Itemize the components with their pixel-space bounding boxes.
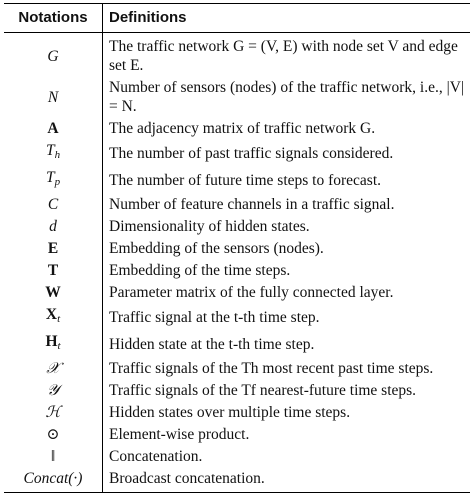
table-row xyxy=(4,380,470,402)
table-row xyxy=(4,402,470,424)
definitions-header: Definitions xyxy=(103,4,471,33)
table-row xyxy=(4,118,470,140)
table-row xyxy=(4,424,470,446)
table-row xyxy=(4,77,470,118)
definition-cell: The number of future time steps to forecast. xyxy=(109,171,382,189)
definition-cell: The traffic network G = (V, E) with node set V and edge set E. xyxy=(109,38,458,74)
definition-cell: Hidden states over multiple time steps. xyxy=(109,404,351,421)
notation-cell: 𝒴 xyxy=(4,380,103,402)
definition-cell: Traffic signals of the Tf nearest-future time steps. xyxy=(109,382,417,399)
definition-cell: Dimensionality of hidden states. xyxy=(109,218,310,235)
notation-cell xyxy=(4,167,103,194)
notation-symbol: X xyxy=(45,306,58,323)
notation-cell: ℋ xyxy=(4,402,103,424)
notation-cell: d xyxy=(4,216,103,238)
notation-cell xyxy=(4,331,103,358)
notation-cell: Concat(·) xyxy=(4,468,103,493)
notation-symbol: H xyxy=(45,333,58,350)
notation-cell: ⊙ xyxy=(4,424,103,446)
definition-cell: Embedding of the sensors (nodes). xyxy=(109,240,324,257)
table-row xyxy=(4,304,470,331)
notation-cell: E xyxy=(4,238,103,260)
definition-cell: Element-wise product. xyxy=(109,426,250,443)
table-row xyxy=(4,33,470,77)
notation-subscript: p xyxy=(54,176,61,188)
notation-cell xyxy=(4,140,103,167)
notation-symbol: T xyxy=(45,169,55,186)
definition-cell: Number of sensors (nodes) of the traffic network, i.e., |V| = N. xyxy=(109,79,465,115)
definition-cell: Parameter matrix of the fully connected layer. xyxy=(109,284,394,301)
notation-cell: T xyxy=(4,260,103,282)
table-row xyxy=(4,446,470,468)
notation-symbol: T xyxy=(45,142,55,159)
table-row xyxy=(4,194,470,216)
notation-table xyxy=(4,3,470,493)
table-row xyxy=(4,282,470,304)
table-row xyxy=(4,358,470,380)
notation-subscript: t xyxy=(57,313,61,325)
notation-cell: G xyxy=(4,33,103,77)
notation-cell: A xyxy=(4,118,103,140)
table-row xyxy=(4,140,470,167)
notation-table-container xyxy=(4,3,470,493)
table-row xyxy=(4,331,470,358)
notation-cell: 𝒳 xyxy=(4,358,103,380)
definition-cell: The number of past traffic signals considered. xyxy=(109,144,394,162)
table-row xyxy=(4,238,470,260)
definition-cell: Traffic signals of the Th most recent past time steps. xyxy=(109,360,434,377)
definition-cell: The adjacency matrix of traffic network G. xyxy=(109,120,376,137)
table-header-row xyxy=(4,4,470,33)
notation-subscript: h xyxy=(54,149,61,161)
definition-cell: Embedding of the time steps. xyxy=(109,262,291,279)
table-row xyxy=(4,260,470,282)
definition-cell: Concatenation. xyxy=(109,448,203,465)
notation-cell: N xyxy=(4,77,103,118)
definition-cell: Number of feature channels in a traffic signal. xyxy=(109,196,395,213)
table-row xyxy=(4,468,470,493)
notations-header: Notations xyxy=(4,4,103,33)
notation-cell: C xyxy=(4,194,103,216)
table-row xyxy=(4,167,470,194)
notation-cell: W xyxy=(4,282,103,304)
definition-cell: Broadcast concatenation. xyxy=(103,468,471,493)
notation-cell xyxy=(4,304,103,331)
notation-subscript: t xyxy=(57,340,61,352)
definition-cell: Traffic signal at the t-th time step. xyxy=(109,308,320,326)
notation-cell: ‖ xyxy=(4,446,103,468)
table-row xyxy=(4,216,470,238)
definition-cell: Hidden state at the t-th time step. xyxy=(109,335,315,353)
